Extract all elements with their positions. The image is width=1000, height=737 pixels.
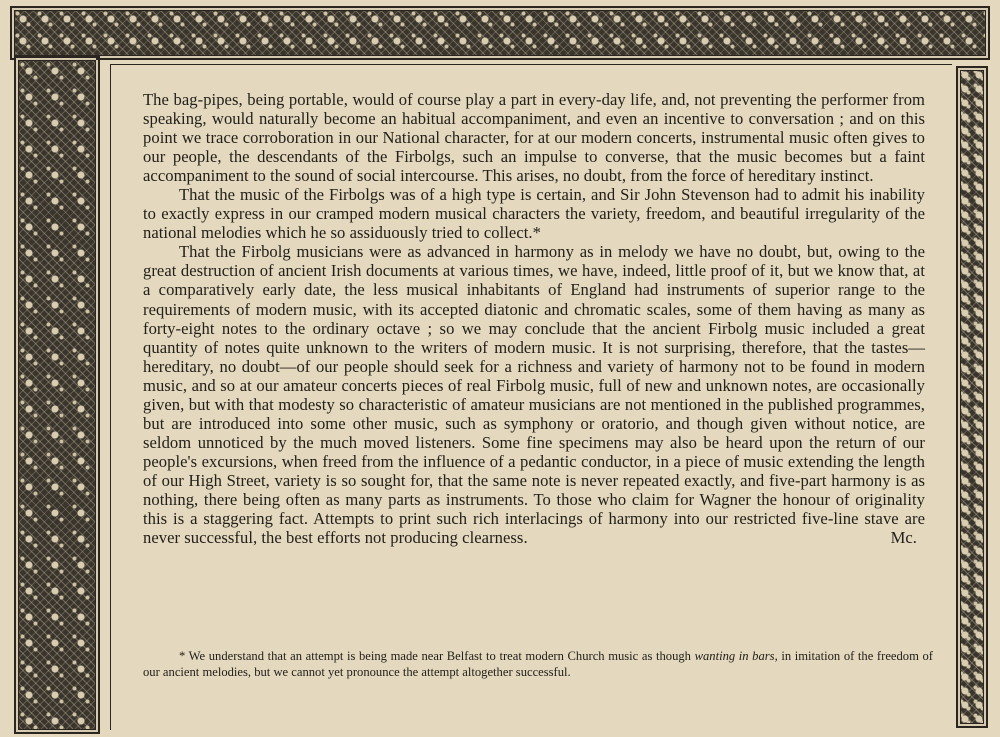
ornamental-border-right [956,66,988,728]
frame-rule-inner [110,64,952,65]
article-body [143,90,925,547]
footnote-emphasis: wanting in bars, [694,649,778,663]
frame-rule-top [96,58,956,60]
paragraph-1: The bag-pipes, being portable, would of course play a part in every-day life, and, not preventing the performer from speaking, would naturally become an habitual accompaniment, and even an incentive to conversation ; and on this point we trace corroboration in our National character, for at our modern concerts, instrumental music often gives to our people, the descendants of the Firbolgs, such an impulse to converse, that the music becomes but a faint accompaniment to the sound of social intercourse. This arises, no doubt, from the force of hereditary instinct. [143,90,925,186]
paragraph-3-text: That the Firbolg musicians were as advanced in harmony as in melody we have no doubt, but, owing to the great destruction of ancient Irish documents at various times, we have, indeed, little proof of it, but we know that, at a comparatively early date, the less musical inhabitants of England had instruments of superior range to the requirements of modern music, with its accepted diatonic and chromatic scales, some of them having as many as forty-eight notes to the ordinary octave ; so we may conclude that the ancient Firbolg music included a great quantity of notes quite unknown to the writers of modern music. It is not surprising, therefore, that the tastes—hereditary, no doubt—of our people should seek for a richness and variety of harmony not to be found in modern music, and so at our amateur concerts pieces of real Firbolg music, full of new and unknown notes, are occasionally given, but with that modesty so characteristic of amateur musicians are not mentioned in the published programmes, but are introduced into some other music, such as symphony or oratorio, and though given without notice, are seldom unnoticed by the much moved listeners. Some fine specimens may also be heard upon the return of our people's excursions, when freed from the influence of a pedantic conductor, in a piece of music extending the length of our High Street, variety is so sought for, that the same note is never repeated exactly, and five-part harmony is as nothing, there being often as many parts as instruments. To those who claim for Wagner the honour of originality this is a staggering fact. Attempts to print such rich interlacings of harmony into our restricted five-line stave are never successful, the best efforts not producing clearness. [143,242,925,548]
footnote-text [143,648,933,680]
paragraph-2: That the music of the Firbolgs was of a high type is certain, and Sir John Stevenson had to admit his inability to exactly express in our cramped modern musical characters the variety, freedom, and beautiful irregularity of the national melodies which he so assiduously tried to collect.* [143,185,925,243]
footnote-before: * We understand that an attempt is being made near Belfast to treat modern Church music as though [179,649,695,663]
ornamental-border-top [10,6,990,60]
author-signature: Mc. [890,528,917,548]
ornamental-border-left [14,56,100,734]
footnote [143,648,933,680]
frame-rule-left [110,64,111,730]
footnote-after: in imitation of the freedom of our ancient melodies, but we cannot yet pronounce the attempt altogether successful. [143,649,933,679]
paragraph-3 [143,242,925,547]
